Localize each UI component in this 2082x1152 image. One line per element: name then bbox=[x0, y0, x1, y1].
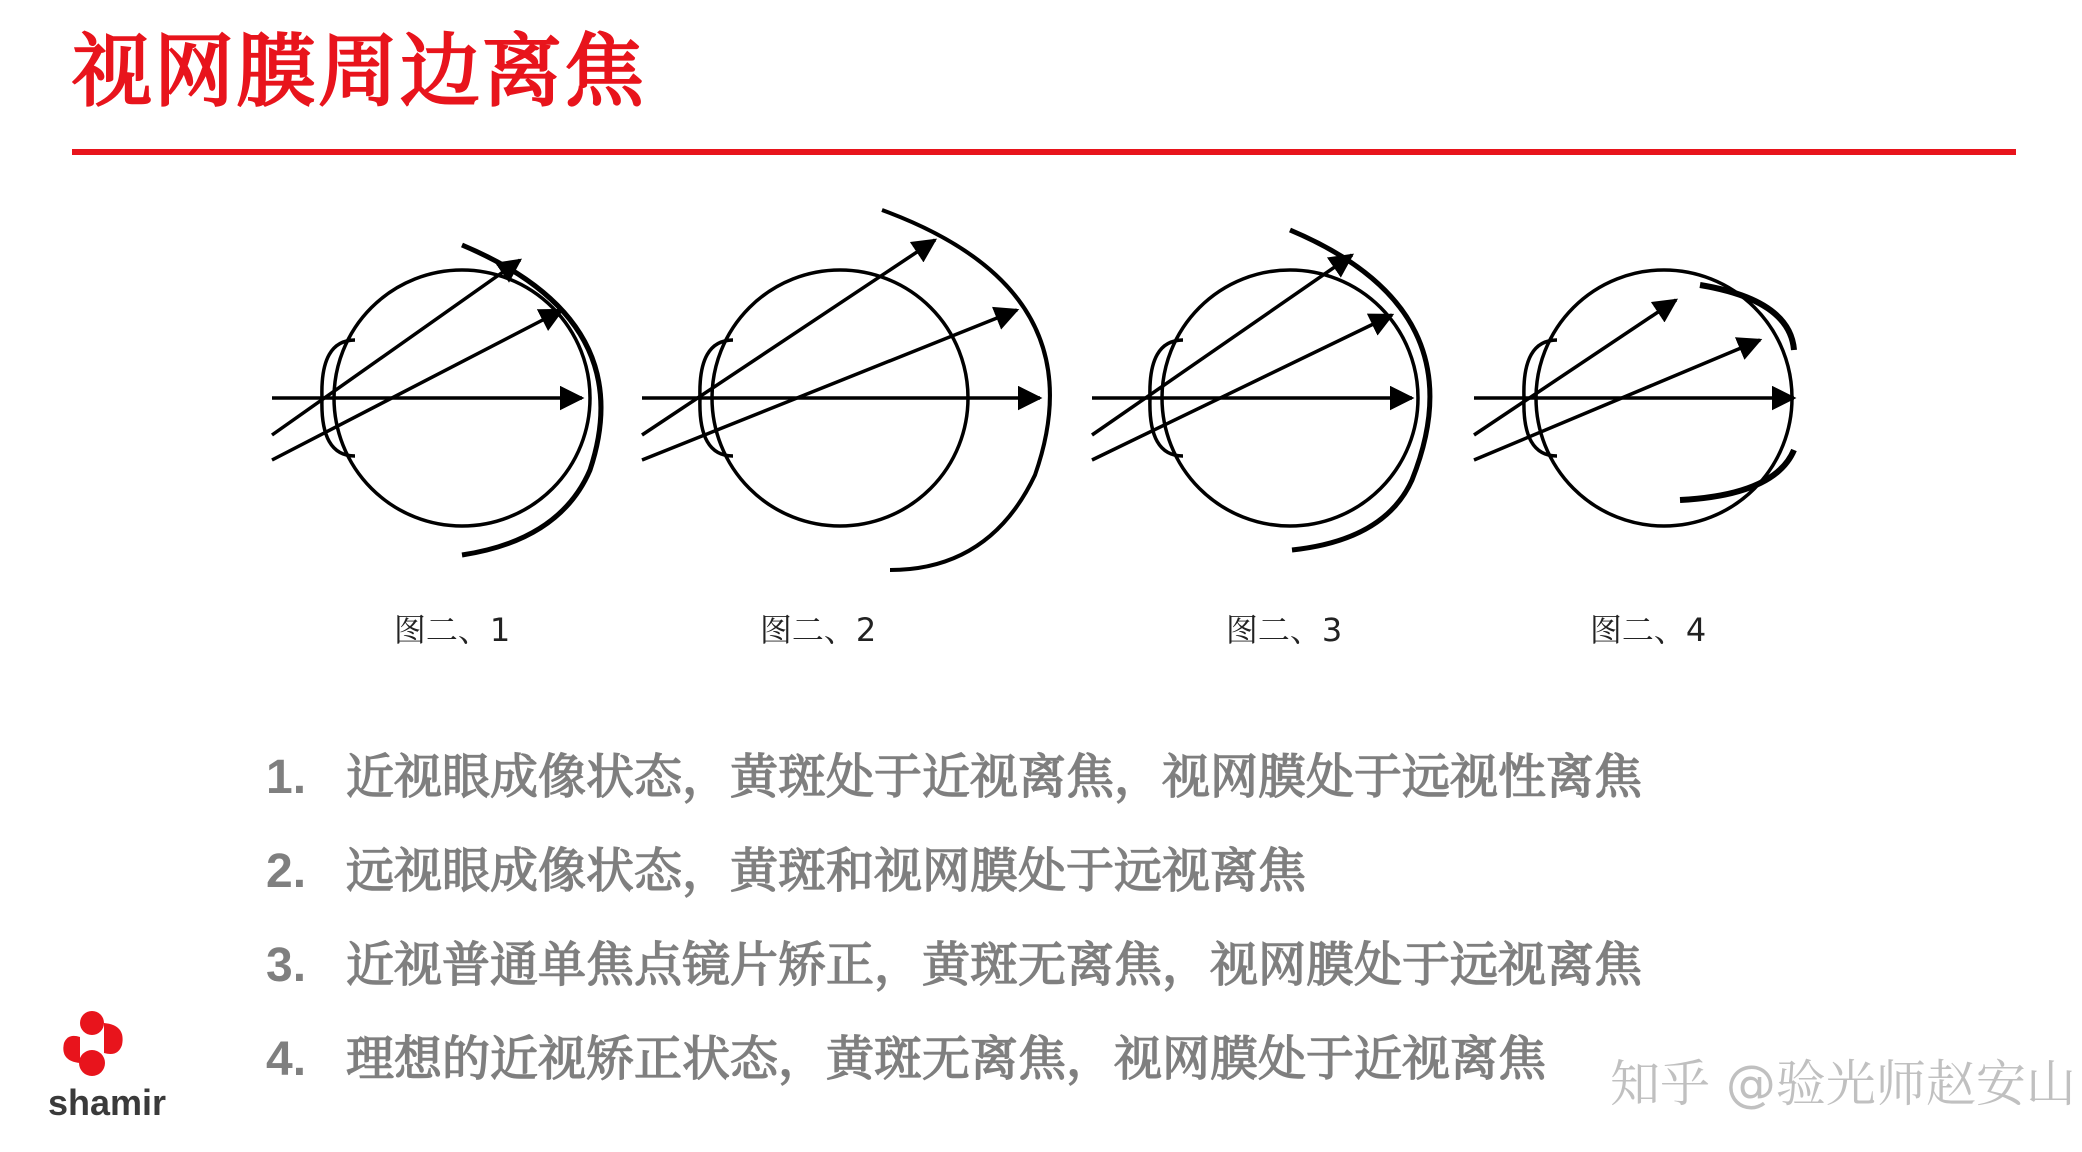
watermark: 知乎 @验光师赵安山 bbox=[1610, 1055, 2076, 1113]
eye-diagrams bbox=[0, 200, 2082, 600]
list-item-number: 4. bbox=[266, 1033, 307, 1086]
figure-caption-3: 图二、3 bbox=[1225, 611, 1343, 649]
figure-caption-2: 图二、2 bbox=[759, 611, 877, 649]
list-item bbox=[266, 1020, 1642, 1114]
slide-title: 视网膜周边离焦 bbox=[72, 25, 646, 118]
eye-diagram-2 bbox=[642, 210, 1050, 570]
logo-text: shamir bbox=[48, 1082, 167, 1123]
eye-diagram-1 bbox=[272, 245, 601, 555]
list-item-number: 1. bbox=[266, 751, 307, 804]
list-item-text: 近视眼成像状态，黄斑处于近视离焦，视网膜处于远视性离焦 bbox=[346, 749, 1643, 805]
list-item-number: 2. bbox=[266, 845, 307, 898]
figure-caption-1: 图二、1 bbox=[393, 611, 511, 649]
eye-diagram-4 bbox=[1474, 270, 1794, 526]
list-item-text: 远视眼成像状态，黄斑和视网膜处于远视离焦 bbox=[346, 843, 1307, 899]
list-item bbox=[266, 738, 1642, 832]
list-item-text: 理想的近视矫正状态，黄斑无离焦，视网膜处于近视离焦 bbox=[346, 1031, 1547, 1087]
title-divider bbox=[72, 149, 2016, 155]
list-item-text: 近视普通单焦点镜片矫正，黄斑无离焦，视网膜处于远视离焦 bbox=[346, 937, 1643, 993]
list-item bbox=[266, 832, 1642, 926]
eye-diagram-3 bbox=[1092, 230, 1430, 550]
list-item bbox=[266, 926, 1642, 1020]
explanation-list bbox=[266, 738, 1642, 1114]
list-item-number: 3. bbox=[266, 939, 307, 992]
figure-caption-4: 图二、4 bbox=[1589, 611, 1707, 649]
